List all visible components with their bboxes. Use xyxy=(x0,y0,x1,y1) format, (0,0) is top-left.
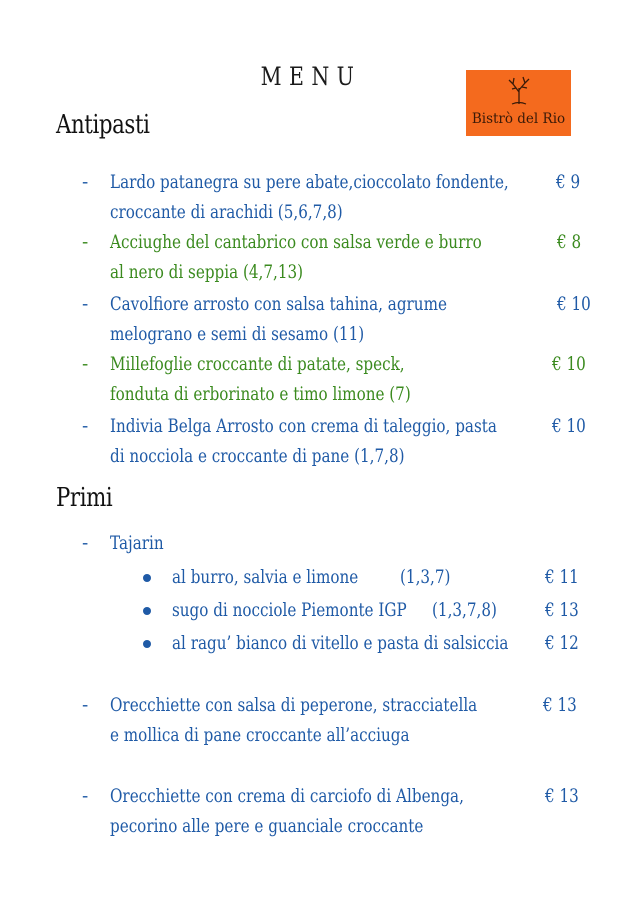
item-price: € 8 xyxy=(557,232,582,253)
bullet-dot xyxy=(143,640,151,648)
list-dash: - xyxy=(82,786,89,807)
item-line1: Orecchiette con salsa di peperone, stracciatella xyxy=(110,695,478,716)
variant-allergens: (1,3,7,8) xyxy=(432,600,497,621)
item-line2: melograno e semi di sesamo (11) xyxy=(110,324,365,345)
item-price: € 13 xyxy=(543,695,577,716)
list-dash: - xyxy=(82,232,89,253)
item-price: € 10 xyxy=(557,294,591,315)
menu-title: MENU xyxy=(260,62,362,91)
item-line1: Cavolfiore arrosto con salsa tahina, agrume xyxy=(110,294,447,315)
variant-text: sugo di nocciole Piemonte IGP xyxy=(172,600,407,621)
list-dash: - xyxy=(82,294,89,315)
bullet-dot xyxy=(143,574,151,582)
section-primi: Primi xyxy=(56,483,113,513)
item-line1: Millefoglie croccante di patate, speck, xyxy=(110,354,405,375)
section-antipasti: Antipasti xyxy=(56,110,150,140)
variant-price: € 12 xyxy=(545,633,579,654)
item-price: € 13 xyxy=(545,786,579,807)
list-dash: - xyxy=(82,695,89,716)
variant-text: al ragu’ bianco di vitello e pasta di salsiccia xyxy=(172,633,509,654)
item-label: Tajarin xyxy=(110,533,164,554)
item-line2: e mollica di pane croccante all’acciuga xyxy=(110,725,410,746)
variant-text: al burro, salvia e limone xyxy=(172,567,359,588)
item-line2: croccante di arachidi (5,6,7,8) xyxy=(110,202,343,223)
tree-illustration-icon xyxy=(504,74,534,106)
item-line2: al nero di seppia (4,7,13) xyxy=(110,262,304,283)
list-dash: - xyxy=(82,416,89,437)
bistro-logo xyxy=(466,70,571,136)
item-line1: Lardo patanegra su pere abate,cioccolato fondente, xyxy=(110,172,509,193)
item-line1: Indivia Belga Arrosto con crema di taleggio, pasta xyxy=(110,416,497,437)
logo-text: Bistrò del Rio xyxy=(471,111,566,127)
list-dash: - xyxy=(82,533,89,554)
list-dash: - xyxy=(82,354,89,375)
item-price: € 9 xyxy=(556,172,581,193)
item-line2: fonduta di erborinato e timo limone (7) xyxy=(110,384,411,405)
item-line1: Acciughe del cantabrico con salsa verde e burro xyxy=(110,232,482,253)
variant-price: € 13 xyxy=(545,600,579,621)
item-line1: Orecchiette con crema di carciofo di Albenga, xyxy=(110,786,464,807)
item-price: € 10 xyxy=(552,416,586,437)
item-price: € 10 xyxy=(552,354,586,375)
list-dash: - xyxy=(82,172,89,193)
bullet-dot xyxy=(143,607,151,615)
variant-price: € 11 xyxy=(545,567,579,588)
item-line2: di nocciola e croccante di pane (1,7,8) xyxy=(110,446,405,467)
variant-allergens: (1,3,7) xyxy=(400,567,451,588)
item-line2: pecorino alle pere e guanciale croccante xyxy=(110,816,424,837)
